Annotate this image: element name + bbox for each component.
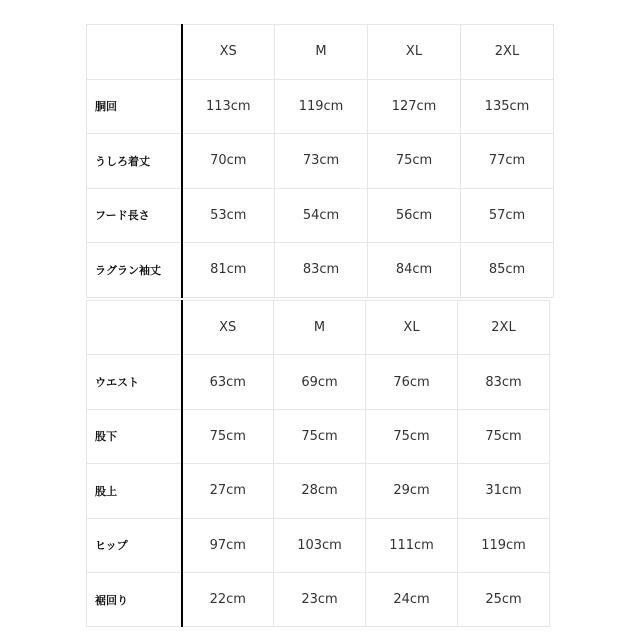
value-cell: 119cm: [458, 518, 550, 572]
value-cell: 75cm: [182, 409, 274, 463]
corner-cell: [87, 25, 182, 80]
value-cell: 24cm: [366, 572, 458, 626]
header-cell: 2XL: [458, 301, 550, 355]
value-cell: 22cm: [182, 572, 274, 626]
row-label: ヒップ: [87, 518, 182, 572]
value-cell: 54cm: [275, 188, 368, 243]
table-row: [87, 518, 550, 572]
value-cell: 29cm: [366, 464, 458, 518]
header-row: [87, 25, 554, 80]
header-cell: 2XL: [461, 25, 554, 80]
value-cell: 81cm: [182, 243, 275, 298]
value-cell: 31cm: [458, 464, 550, 518]
header-cell: XL: [366, 301, 458, 355]
value-cell: 113cm: [182, 79, 275, 134]
row-label: 股上: [87, 464, 182, 518]
table-row: [87, 188, 554, 243]
value-cell: 83cm: [458, 355, 550, 409]
value-cell: 84cm: [368, 243, 461, 298]
value-cell: 53cm: [182, 188, 275, 243]
row-label: うしろ着丈: [87, 134, 182, 189]
value-cell: 119cm: [275, 79, 368, 134]
value-cell: 57cm: [461, 188, 554, 243]
value-cell: 103cm: [274, 518, 366, 572]
row-label: 胴回: [87, 79, 182, 134]
size-table-top: [86, 24, 554, 298]
header-cell: XS: [182, 25, 275, 80]
value-cell: 75cm: [368, 134, 461, 189]
value-cell: 127cm: [368, 79, 461, 134]
value-cell: 25cm: [458, 572, 550, 626]
value-cell: 23cm: [274, 572, 366, 626]
row-label: フード長さ: [87, 188, 182, 243]
header-cell: M: [275, 25, 368, 80]
value-cell: 69cm: [274, 355, 366, 409]
table-row: [87, 409, 550, 463]
value-cell: 75cm: [366, 409, 458, 463]
header-cell: M: [274, 301, 366, 355]
row-label: 股下: [87, 409, 182, 463]
value-cell: 135cm: [461, 79, 554, 134]
row-label: ウエスト: [87, 355, 182, 409]
table-row: [87, 243, 554, 298]
value-cell: 77cm: [461, 134, 554, 189]
header-cell: XL: [368, 25, 461, 80]
value-cell: 70cm: [182, 134, 275, 189]
value-cell: 75cm: [458, 409, 550, 463]
header-row: [87, 301, 550, 355]
table-row: [87, 79, 554, 134]
value-cell: 76cm: [366, 355, 458, 409]
value-cell: 75cm: [274, 409, 366, 463]
table-row: [87, 355, 550, 409]
table-row: [87, 464, 550, 518]
value-cell: 97cm: [182, 518, 274, 572]
value-cell: 73cm: [275, 134, 368, 189]
table-row: [87, 134, 554, 189]
size-table-bottom: [86, 300, 550, 627]
value-cell: 83cm: [275, 243, 368, 298]
value-cell: 85cm: [461, 243, 554, 298]
value-cell: 111cm: [366, 518, 458, 572]
value-cell: 56cm: [368, 188, 461, 243]
header-cell: XS: [182, 301, 274, 355]
row-label: 裾回り: [87, 572, 182, 626]
value-cell: 28cm: [274, 464, 366, 518]
row-label: ラグラン袖丈: [87, 243, 182, 298]
value-cell: 27cm: [182, 464, 274, 518]
corner-cell: [87, 301, 182, 355]
value-cell: 63cm: [182, 355, 274, 409]
table-row: [87, 572, 550, 626]
